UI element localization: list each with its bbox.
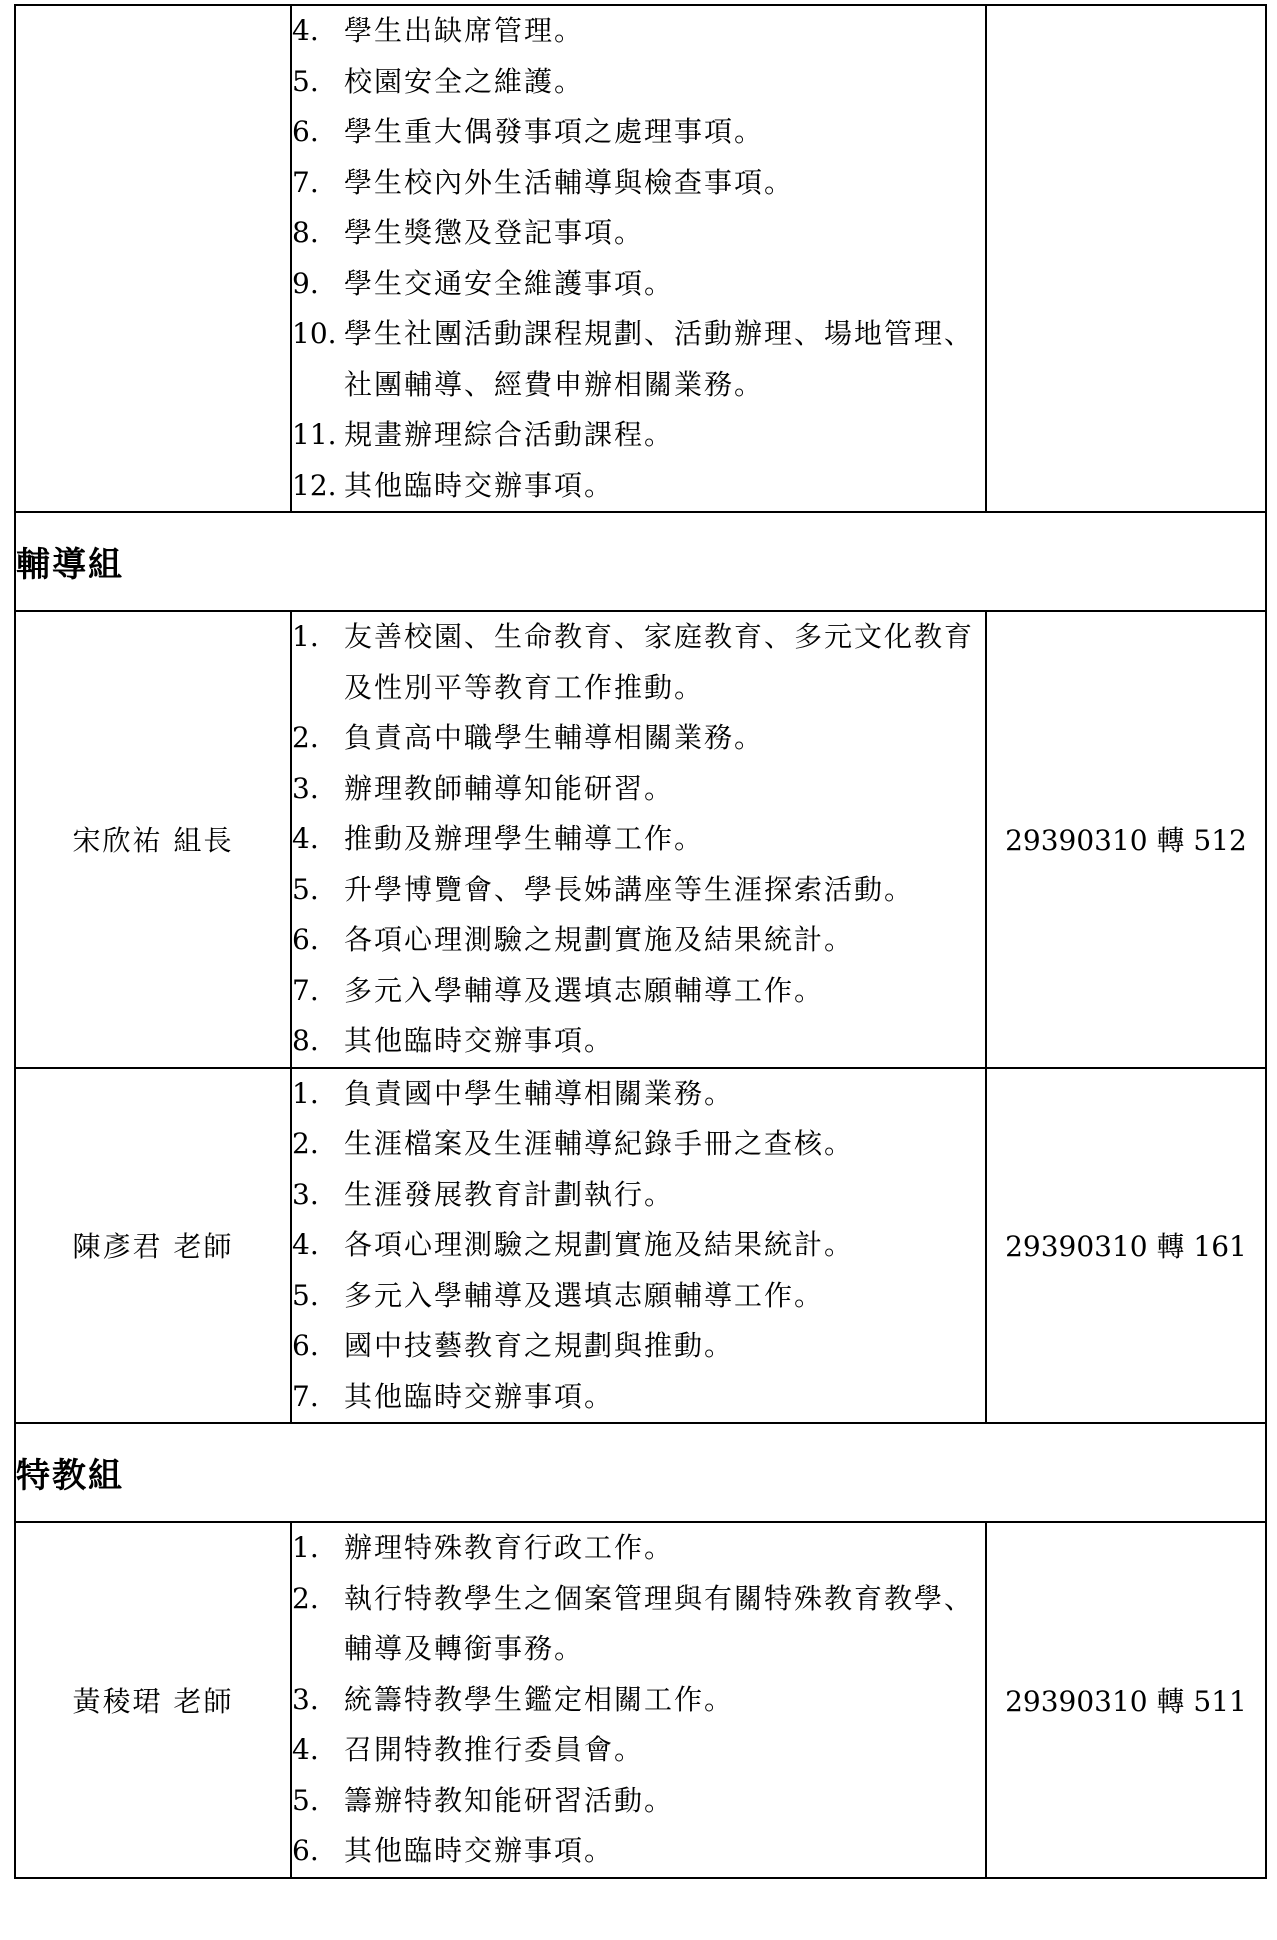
staff-row bbox=[15, 1068, 1266, 1424]
duty-item bbox=[292, 208, 985, 259]
duty-item bbox=[292, 1675, 985, 1726]
duty-item bbox=[292, 764, 985, 815]
duty-item-number: 1. bbox=[292, 620, 319, 653]
duty-item bbox=[292, 814, 985, 865]
duty-item-text: 多元入學輔導及選填志願輔導工作。 bbox=[344, 1278, 825, 1312]
duty-item-text: 生涯檔案及生涯輔導紀錄手冊之查核。 bbox=[344, 1127, 855, 1160]
duty-list-cell bbox=[291, 1068, 986, 1424]
duty-item-text: 校園安全之維護。 bbox=[344, 64, 585, 98]
duty-item-text: 籌辦特教知能研習活動。 bbox=[344, 1783, 675, 1817]
duty-item bbox=[292, 1523, 985, 1574]
duty-item bbox=[292, 410, 985, 461]
duty-item-number: 4. bbox=[292, 1228, 319, 1261]
duty-item-number: 10. bbox=[292, 317, 337, 350]
duty-item-text: 統籌特教學生鑑定相關工作。 bbox=[344, 1682, 735, 1716]
duty-item-number: 6. bbox=[292, 1329, 319, 1362]
duty-item bbox=[292, 1372, 985, 1423]
duty-item-number: 6. bbox=[292, 923, 319, 956]
duty-item-number: 8. bbox=[292, 216, 319, 249]
duty-item-number: 5. bbox=[292, 872, 319, 906]
duty-item bbox=[292, 1321, 985, 1372]
duty-item-number: 4. bbox=[292, 822, 319, 855]
duty-item bbox=[292, 1069, 985, 1120]
phone-extension: 29390310 轉 161 bbox=[986, 1068, 1266, 1424]
duty-item-number: 3. bbox=[292, 771, 319, 805]
duty-item-text: 辦理特殊教育行政工作。 bbox=[344, 1531, 675, 1564]
duty-item-text: 學生獎懲及登記事項。 bbox=[344, 216, 645, 249]
duty-item-text: 學生重大偶發事項之處理事項。 bbox=[344, 115, 765, 148]
duty-item-text: 生涯發展教育計劃執行。 bbox=[344, 1177, 675, 1211]
duty-item-text: 各項心理測驗之規劃實施及結果統計。 bbox=[344, 923, 855, 956]
duty-item-text: 規畫辦理綜合活動課程。 bbox=[344, 418, 675, 451]
duty-item bbox=[292, 259, 985, 310]
duty-item-number: 3. bbox=[292, 1682, 319, 1716]
duty-list bbox=[292, 1069, 985, 1423]
duty-item-number: 6. bbox=[292, 1834, 319, 1867]
section-row bbox=[15, 512, 1266, 611]
phone-extension bbox=[986, 5, 1266, 512]
duty-item-number: 1. bbox=[292, 1531, 319, 1564]
duty-item-text: 其他臨時交辦事項。 bbox=[344, 1379, 615, 1413]
duty-item-number: 2. bbox=[292, 721, 319, 754]
duty-item bbox=[292, 1826, 985, 1877]
phone-extension: 29390310 轉 511 bbox=[986, 1522, 1266, 1878]
phone-extension: 29390310 轉 512 bbox=[986, 611, 1266, 1068]
duty-item bbox=[292, 309, 985, 410]
duty-list-cell bbox=[291, 5, 986, 512]
duty-item-text: 其他臨時交辦事項。 bbox=[344, 1834, 615, 1867]
duty-item-text: 多元入學輔導及選填志願輔導工作。 bbox=[344, 973, 825, 1007]
duty-list bbox=[292, 1523, 985, 1877]
duty-item-number: 7. bbox=[292, 1379, 319, 1413]
staff-name: 宋欣祐 組長 bbox=[15, 611, 291, 1068]
duty-item bbox=[292, 1776, 985, 1827]
duty-item-number: 8. bbox=[292, 1024, 319, 1057]
section-title: 輔導組 bbox=[15, 512, 1266, 611]
staff-row bbox=[15, 5, 1266, 512]
duty-item-number: 12. bbox=[292, 468, 337, 502]
duty-list-cell bbox=[291, 611, 986, 1068]
duty-item-number: 2. bbox=[292, 1581, 319, 1615]
duty-item bbox=[292, 6, 985, 57]
duty-item-text: 其他臨時交辦事項。 bbox=[344, 1024, 615, 1057]
duty-item bbox=[292, 713, 985, 764]
duty-item-text: 學生交通安全維護事項。 bbox=[344, 266, 675, 300]
duty-item-number: 2. bbox=[292, 1127, 319, 1160]
duty-item-text: 執行特教學生之個案管理與有關特殊教育教學、輔導及轉銜事務。 bbox=[344, 1581, 975, 1665]
duty-item-number: 5. bbox=[292, 1278, 319, 1312]
duty-item-text: 學生出缺席管理。 bbox=[344, 14, 585, 47]
duty-item-text: 負責高中職學生輔導相關業務。 bbox=[344, 721, 765, 754]
duty-table bbox=[14, 4, 1267, 1879]
duty-item bbox=[292, 1574, 985, 1675]
duty-item-number: 5. bbox=[292, 1783, 319, 1817]
duty-item-text: 推動及辦理學生輔導工作。 bbox=[344, 822, 705, 855]
duty-item-text: 學生社團活動課程規劃、活動辦理、場地管理、社團輔導、經費申辦相關業務。 bbox=[344, 317, 975, 401]
duty-item bbox=[292, 57, 985, 108]
duty-table-body bbox=[15, 5, 1266, 1878]
duty-item-text: 學生校內外生活輔導與檢查事項。 bbox=[344, 165, 795, 199]
duty-item-number: 9. bbox=[292, 266, 319, 300]
duty-item bbox=[292, 1220, 985, 1271]
duty-item-number: 6. bbox=[292, 115, 319, 148]
staff-name: 陳彥君 老師 bbox=[15, 1068, 291, 1424]
duty-item-number: 11. bbox=[292, 418, 337, 451]
duty-item-text: 負責國中學生輔導相關業務。 bbox=[344, 1076, 735, 1110]
duty-item bbox=[292, 1016, 985, 1067]
staff-name: 黃稜珺 老師 bbox=[15, 1522, 291, 1878]
duty-item-number: 4. bbox=[292, 14, 319, 47]
duty-item-number: 5. bbox=[292, 64, 319, 98]
duty-item-text: 友善校園、生命教育、家庭教育、多元文化教育及性別平等教育工作推動。 bbox=[344, 620, 975, 704]
duty-item-number: 1. bbox=[292, 1076, 319, 1110]
duty-item bbox=[292, 1170, 985, 1221]
staff-name bbox=[15, 5, 291, 512]
duty-item-number: 4. bbox=[292, 1733, 319, 1766]
staff-row bbox=[15, 1522, 1266, 1878]
duty-item bbox=[292, 158, 985, 209]
duty-item bbox=[292, 1725, 985, 1776]
duty-item bbox=[292, 915, 985, 966]
duty-item-text: 其他臨時交辦事項。 bbox=[344, 468, 615, 502]
duty-list-cell bbox=[291, 1522, 986, 1878]
duty-list bbox=[292, 612, 985, 1067]
duty-item-text: 升學博覽會、學長姊講座等生涯探索活動。 bbox=[344, 872, 915, 906]
duty-item bbox=[292, 1119, 985, 1170]
duty-item-number: 7. bbox=[292, 973, 319, 1007]
duty-item-text: 召開特教推行委員會。 bbox=[344, 1733, 645, 1766]
duty-item bbox=[292, 865, 985, 916]
duty-item bbox=[292, 1271, 985, 1322]
duty-list bbox=[292, 6, 985, 511]
duty-item-number: 7. bbox=[292, 165, 319, 199]
staff-row bbox=[15, 611, 1266, 1068]
duty-item bbox=[292, 461, 985, 512]
duty-item-text: 國中技藝教育之規劃與推動。 bbox=[344, 1329, 735, 1362]
duty-item bbox=[292, 966, 985, 1017]
section-row bbox=[15, 1423, 1266, 1522]
section-title: 特教組 bbox=[15, 1423, 1266, 1522]
duty-item-number: 3. bbox=[292, 1177, 319, 1211]
duty-item-text: 各項心理測驗之規劃實施及結果統計。 bbox=[344, 1228, 855, 1261]
duty-item bbox=[292, 107, 985, 158]
duty-item-text: 辦理教師輔導知能研習。 bbox=[344, 771, 675, 805]
duty-item bbox=[292, 612, 985, 713]
